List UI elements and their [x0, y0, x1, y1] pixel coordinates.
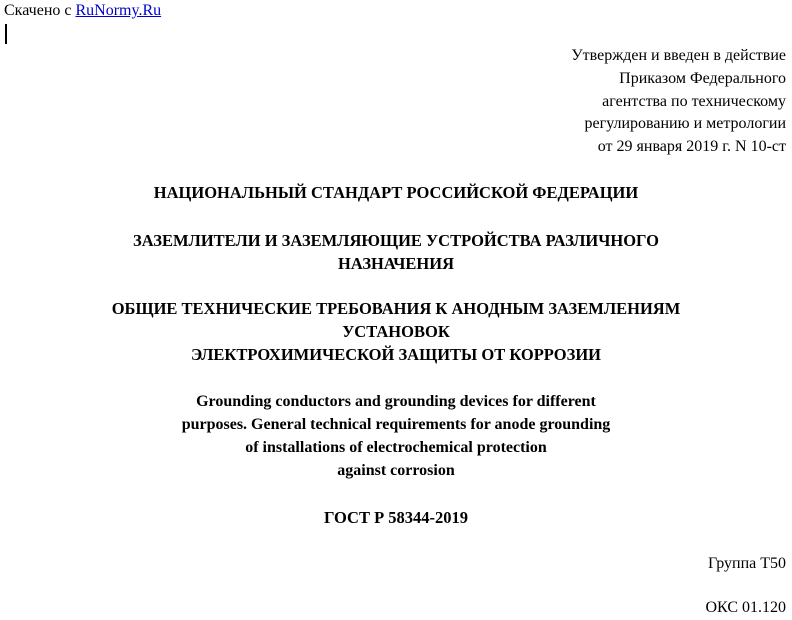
- oks-code: ОКС 01.120: [705, 599, 786, 616]
- english-title-line: purposes. General technical requirements for anode grounding: [181, 416, 611, 433]
- national-standard-title: [0, 182, 792, 204]
- subtitle-line: ЭЛЕКТРОХИМИЧЕСКОЙ ЗАЩИТЫ ОТ КОРРОЗИИ: [190, 345, 602, 364]
- subject-line: ЗАЗЕМЛИТЕЛИ И ЗАЗЕМЛЯЮЩИЕ УСТРОЙСТВА РАЗЛИЧНОГО: [133, 231, 659, 250]
- national-standard-title-text: НАЦИОНАЛЬНЫЙ СТАНДАРТ РОССИЙСКОЙ ФЕДЕРАЦИИ: [153, 183, 639, 202]
- text-caret: [5, 24, 7, 44]
- subject-line: НАЗНАЧЕНИЯ: [338, 254, 454, 273]
- source-link[interactable]: RuNormy.Ru: [75, 2, 162, 19]
- approval-line: регулированию и метрологии: [584, 115, 786, 133]
- english-title: [0, 390, 792, 482]
- english-title-line: of installations of electrochemical protection: [245, 439, 547, 456]
- approval-line: агентства по техническому: [602, 92, 786, 110]
- english-title-line: Grounding conductors and grounding devices for different: [196, 393, 596, 410]
- english-title-line: against corrosion: [337, 462, 455, 479]
- approval-line: Приказом Федерального: [619, 69, 786, 87]
- standard-subject: [0, 229, 792, 275]
- standard-subtitle: [0, 297, 792, 366]
- approval-line: Утвержден и введен в действие: [571, 47, 786, 64]
- source-line: [4, 1, 161, 21]
- approval-block: [571, 45, 786, 159]
- standard-number-text: ГОСТ Р 58344-2019: [323, 508, 469, 527]
- group-code: Группа Т50: [707, 555, 786, 572]
- standard-number: [0, 507, 792, 529]
- source-prefix: Скачено с: [4, 2, 72, 19]
- approval-line: от 29 января 2019 г. N 10-ст: [597, 138, 786, 155]
- subtitle-line: ОБЩИЕ ТЕХНИЧЕСКИЕ ТРЕБОВАНИЯ К АНОДНЫМ ЗАЗЕМЛЕНИЯМ: [111, 299, 681, 318]
- subtitle-line: УСТАНОВОК: [342, 322, 450, 341]
